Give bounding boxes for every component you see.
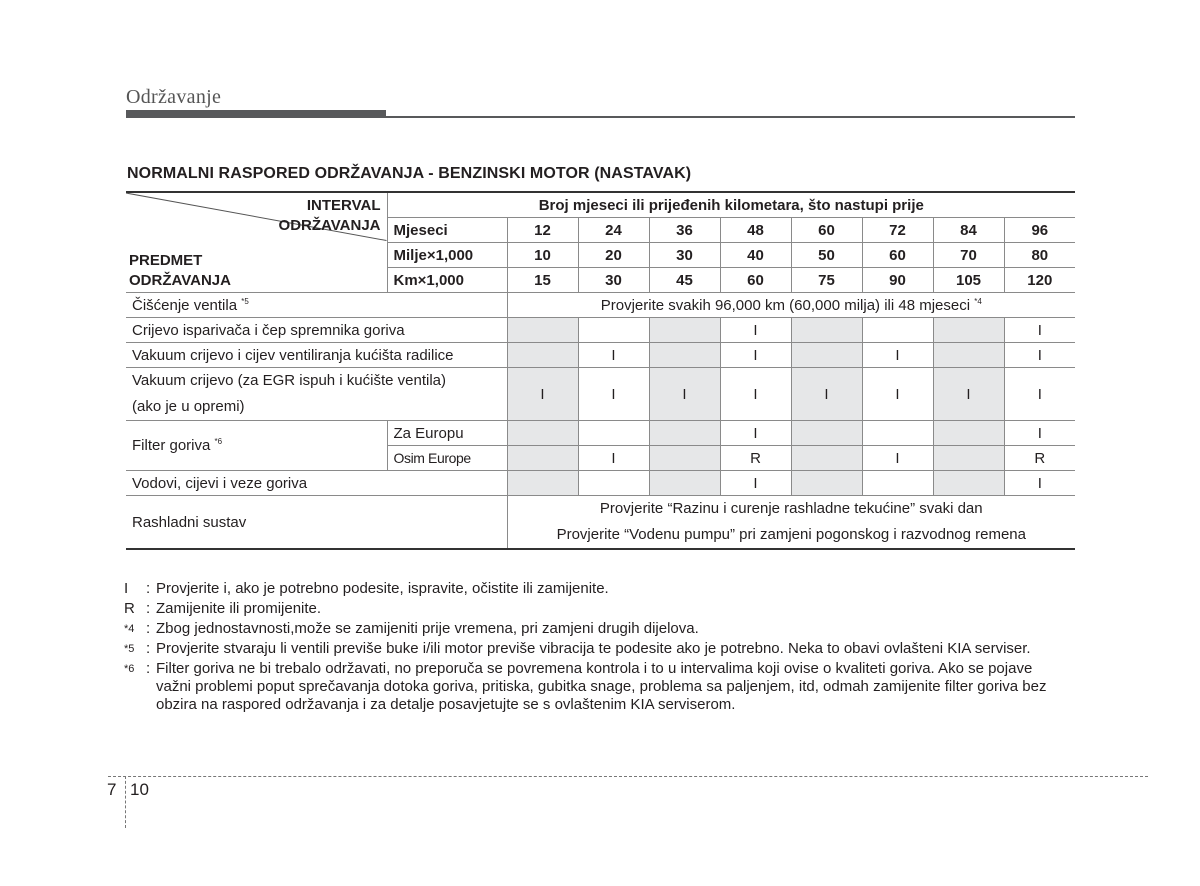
- footnote-item: *5 : Provjerite stvaraju li ventili previše buke i/ili motor previše vibracija te podesite ako je potrebno. Neka to obavi ovlašteni KIA serviser.: [124, 640, 1069, 658]
- row-evap: [126, 318, 1075, 343]
- header-value-cell: 70: [933, 243, 1004, 268]
- row-label-cooling: Rashladni sustav: [126, 496, 507, 550]
- interval-cell: [791, 421, 862, 446]
- interval-label-line-1: INTERVAL: [306, 197, 381, 214]
- interval-cell: [933, 471, 1004, 496]
- interval-cell: [649, 471, 720, 496]
- row-label-fuel-lines: Vodovi, cijevi i veze goriva: [126, 471, 507, 496]
- interval-cell: [933, 318, 1004, 343]
- page-number: 10: [130, 780, 149, 799]
- interval-cell: I: [649, 368, 720, 421]
- cooling-line-1: Provjerite “Razinu i curenje rashladne tekućine” svaki dan: [599, 500, 983, 517]
- interval-cell: I: [1004, 368, 1075, 421]
- row-label-line-1: Vakuum crijevo (za EGR ispuh i kućište ventila): [132, 372, 447, 389]
- footnote-item: I : Provjerite i, ako je potrebno podesite, ispravite, očistite ili zamijenite.: [124, 580, 1069, 598]
- sub-label-europe: Za Europu: [387, 421, 507, 446]
- footnote-text: Provjerite stvaraju li ventili previše buke i/ili motor previše vibracija te podesite ako je potrebno. Neka to obavi ovlašteni KIA serviser.: [156, 640, 1031, 657]
- interval-cell: [507, 318, 578, 343]
- interval-cell: [791, 446, 862, 471]
- row-valve: [126, 293, 1075, 318]
- row-label-vacuum-egr: [126, 368, 507, 421]
- header-value-cell: 80: [1004, 243, 1075, 268]
- interval-cell: R: [720, 446, 791, 471]
- row-fuel-lines: [126, 471, 1075, 496]
- interval-cell: [507, 343, 578, 368]
- header-row-span: [126, 192, 1075, 218]
- interval-cell: I: [1004, 318, 1075, 343]
- sub-label-non-europe: Osim Europe: [387, 446, 507, 471]
- section-rule: [126, 110, 1076, 118]
- header-value-cell: 84: [933, 218, 1004, 243]
- section-rule-thin: [126, 116, 1075, 118]
- header-value-cell: 12: [507, 218, 578, 243]
- section-header: [126, 84, 1076, 118]
- footnote-key: *5: [124, 643, 135, 655]
- header-value-cell: 10: [507, 243, 578, 268]
- interval-cell: [862, 421, 933, 446]
- header-value-cell: 75: [791, 268, 862, 293]
- footnote-text: Provjerite i, ako je potrebno podesite, ispravite, očistite ili zamijenite.: [156, 580, 609, 597]
- cooling-instructions: [507, 496, 1075, 550]
- header-value-cell: 120: [1004, 268, 1075, 293]
- header-row-label: Km×1,000: [387, 268, 507, 293]
- header-value-cell: 40: [720, 243, 791, 268]
- interval-cell: [649, 343, 720, 368]
- footnote-text: Zamijenite ili promijenite.: [156, 600, 322, 617]
- interval-cell: [578, 318, 649, 343]
- interval-cell: [862, 471, 933, 496]
- footnote-key: *6: [124, 663, 135, 675]
- item-label-line-1: PREDMET: [129, 252, 203, 269]
- footnote-item: R : Zamijenite ili promijenite.: [124, 600, 1069, 618]
- header-row-label: Milje×1,000: [387, 243, 507, 268]
- interval-cell: [933, 421, 1004, 446]
- interval-cell: I: [720, 421, 791, 446]
- footnote-key: I: [124, 580, 129, 597]
- row-vacuum-crank: [126, 343, 1075, 368]
- footer-vertical-divider: [125, 776, 126, 828]
- header-value-cell: 60: [862, 243, 933, 268]
- interval-cell: R: [1004, 446, 1075, 471]
- row-label-evap: Crijevo isparivača i čep spremnika goriva: [126, 318, 507, 343]
- header-value-cell: 60: [791, 218, 862, 243]
- interval-cell: [791, 471, 862, 496]
- header-value-cell: 20: [578, 243, 649, 268]
- interval-cell: I: [720, 471, 791, 496]
- interval-cell: I: [862, 368, 933, 421]
- footnote-text: Zbog jednostavnosti,može se zamijeniti prije vremena, pri zamjeni drugih dijelova.: [156, 620, 699, 637]
- interval-label-line-2: ODRŽAVANJA: [278, 217, 381, 234]
- interval-cell: [933, 343, 1004, 368]
- interval-cell: [933, 446, 1004, 471]
- interval-cell: I: [862, 343, 933, 368]
- valve-interval-label: Provjerite svakih 96,000 km (60,000 milja) ili 48 mjeseci: [600, 296, 971, 314]
- header-value-cell: 15: [507, 268, 578, 293]
- footnote-text: Filter goriva ne bi trebalo održavati, no preporuča se povremena kontrola i to u intervalima koji ovise o kvaliteti goriva. Ako se pojave važni problemi poput sprečavanja dotoka goriva, pritiska, gubitka snage, problema sa paljenjem, itd, odmah zamijenite filter goriva bez obzira na raspored održavanja i za detalje posavjetujte se s ovlaštenim KIA serviserom.: [156, 660, 1047, 713]
- interval-cell: I: [862, 446, 933, 471]
- row-label-vacuum-crank: Vakuum crijevo i cijev ventiliranja kućišta radilice: [126, 343, 507, 368]
- header-value-cell: 105: [933, 268, 1004, 293]
- row-vacuum-egr: [126, 368, 1075, 421]
- interval-cell: [649, 421, 720, 446]
- header-value-cell: 90: [862, 268, 933, 293]
- interval-cell: I: [1004, 421, 1075, 446]
- interval-cell: I: [1004, 343, 1075, 368]
- row-cooling: [126, 496, 1075, 550]
- interval-cell: I: [578, 343, 649, 368]
- footnote-ref: *5: [241, 296, 249, 306]
- interval-cell: I: [1004, 471, 1075, 496]
- interval-cell: [578, 421, 649, 446]
- interval-cell: [862, 318, 933, 343]
- footnote-item: *4 : Zbog jednostavnosti,može se zamijeniti prije vremena, pri zamjeni drugih dijelova.: [124, 620, 1069, 638]
- interval-cell: [507, 446, 578, 471]
- header-value-cell: 45: [649, 268, 720, 293]
- maintenance-table: [126, 191, 1075, 550]
- interval-cell: I: [720, 343, 791, 368]
- interval-cell: I: [507, 368, 578, 421]
- footnotes: [124, 580, 1069, 716]
- item-label-line-2: ODRŽAVANJA: [129, 272, 231, 289]
- header-corner-cell: [126, 192, 387, 293]
- valve-interval-text: [507, 293, 1075, 318]
- header-row-label: Mjeseci: [387, 218, 507, 243]
- row-label-valve: [126, 293, 507, 318]
- row-label-text: Čišćenje ventila: [132, 296, 238, 314]
- table-title: NORMALNI RASPORED ODRŽAVANJA - BENZINSKI MOTOR (NASTAVAK): [127, 165, 692, 182]
- header-span-title: Broj mjeseci ili prijeđenih kilometara, što nastupi prije: [387, 192, 1075, 218]
- interval-cell: [578, 471, 649, 496]
- interval-cell: [507, 421, 578, 446]
- interval-cell: I: [578, 446, 649, 471]
- header-value-cell: 96: [1004, 218, 1075, 243]
- row-fuel-filter-europe: [126, 421, 1075, 446]
- interval-label: [279, 196, 381, 236]
- interval-cell: I: [791, 368, 862, 421]
- interval-cell: I: [933, 368, 1004, 421]
- interval-cell: I: [720, 318, 791, 343]
- header-value-cell: 36: [649, 218, 720, 243]
- interval-cell: [791, 343, 862, 368]
- footnote-ref: *6: [214, 437, 223, 446]
- header-value-cell: 72: [862, 218, 933, 243]
- interval-cell: [649, 446, 720, 471]
- footnote-key: R: [124, 600, 135, 617]
- footnote-item: *6 : Filter goriva ne bi trebalo održavati, no preporuča se povremena kontrola i to u intervalima koji ovise o kvaliteti goriva. Ako se pojave važni problemi poput sprečavanja dotoka goriva, pritiska, gubitka snage, problema sa paljenjem, itd, odmah zamijenite filter goriva bez obzira na raspored održavanja i za detalje posavjetujte se s ovlaštenim KIA serviserom.: [124, 660, 1069, 714]
- footnote-key: *4: [124, 623, 135, 635]
- header-value-cell: 30: [649, 243, 720, 268]
- header-value-cell: 50: [791, 243, 862, 268]
- cooling-line-2: Provjerite “Vodenu pumpu” pri zamjeni pogonskog i razvodnog remena: [556, 526, 1026, 543]
- chapter-number: 7: [107, 780, 117, 799]
- row-label-fuel-filter: [126, 421, 387, 471]
- row-label-line-2: (ako je u opremi): [132, 398, 245, 415]
- item-label: [129, 251, 231, 291]
- interval-cell: [507, 471, 578, 496]
- footnote-ref: *4: [974, 296, 982, 306]
- row-label-text: Filter goriva: [132, 437, 211, 454]
- interval-cell: [791, 318, 862, 343]
- interval-cell: I: [578, 368, 649, 421]
- header-value-cell: 60: [720, 268, 791, 293]
- header-value-cell: 24: [578, 218, 649, 243]
- header-value-cell: 48: [720, 218, 791, 243]
- header-value-cell: 30: [578, 268, 649, 293]
- footer-divider: [108, 776, 1148, 777]
- interval-cell: [649, 318, 720, 343]
- section-title: Održavanje: [126, 86, 222, 108]
- interval-cell: I: [720, 368, 791, 421]
